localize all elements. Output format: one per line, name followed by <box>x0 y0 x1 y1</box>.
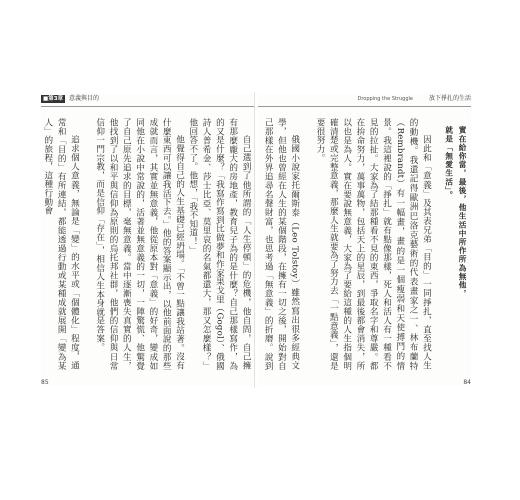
left-paragraph: 追求個人意義，無論是「變」的水平或「個體化」程度，通常和「目的」有所連結，都能透過行動或某種成就展開「變為某人」的旅程，這種行動會 <box>43 118 80 370</box>
left-running-header <box>41 94 254 104</box>
left-body-text <box>43 118 252 370</box>
right-running-title: 放下掙扎的生活 <box>428 95 471 102</box>
left-running-title: 意義與目的 <box>69 95 100 102</box>
book-spine <box>254 92 255 388</box>
right-header-rule <box>258 106 471 107</box>
left-page-number: 85 <box>41 379 49 386</box>
right-paragraph: 因此和「意義」及其表兄弟「目的」一同掙扎，直至找人生的動機。我還記得歐洲巴洛克藝術的代表畫家之一、林布蘭特（Rembrandt）有一幅畫，畫的是一個瘦弱和天使搏鬥的情景。我這裡說的「掙扎」就有點像那樣，死人和活人有一種看不見的拉扯。大家為了結那種看不見的東西，爭取名字和尊嚴。都在拚命努力，萬事萬物，包括天上的星辰，到最後都會消失，所以也是為人。實在要說無意義，大家為了要給這種的人生指個明確清楚或完整意義，那麼人生就要為了努力去「一點意義」，還是要很努力。 <box>315 118 432 370</box>
right-running-header <box>258 94 471 104</box>
left-header-rule <box>41 106 254 107</box>
right-paragraph: 俄國小說家托爾斯泰（Leo Tolstoy）雖然寫出很多經典文學，但他也曾經在人生的某個階段，在擁有一切之後，開始對自己那樣在外界追尋名聲財富，也思考過「無意義」的折磨。說到 <box>263 118 300 370</box>
chapter-mark: ■第3章 <box>43 96 64 102</box>
right-page-number: 84 <box>463 379 471 386</box>
right-body-text <box>260 118 469 370</box>
left-paragraph: 自己選到了他所謂的「人生停頓」的危機，他自問，自己擁有那麼龐大的房地產，教育兒子為的是什麼？自己那樣寫作，為的又是什麼？「我寫作寫到比做夢和作家果戈里（Gogol）、俄國詩人普希金、莎士比亞、莫里哀的名氣都還大，那又怎麼樣？」他回答不了。他想，「我不知道！」 <box>187 118 251 370</box>
left-page <box>41 94 254 386</box>
pull-quote <box>442 118 469 370</box>
right-running-title-en: Dropping the Struggle <box>357 96 413 102</box>
pull-quote-line: 實在給你當，最後，他生活中所作所為無他， <box>458 126 467 298</box>
left-paragraph: 他覺得自己的人生基礎已經坍塌。「不曾一點讓我站著。沒有什麼東西可以讓我活下去。」他的答案顯示出，以他前面說的那些成就而言，其實並無意義，他從原本對「意義」的好奇，變成如同他在小說中常說的，活著並無意義的一切，一陣驚慌、他驚覺了自己原先追求的目標，毫無意義。當中逐漸喪失真實的人生，他找到了以和平與信仰為原則的烏托邦社群，他們的信仰與日常信仰一門宗教，而是信仰「存在」，相信人生本身就是答案。 <box>94 118 185 370</box>
pull-quote-line: 就是「無愛生活」。 <box>444 126 454 200</box>
right-page <box>258 94 471 386</box>
